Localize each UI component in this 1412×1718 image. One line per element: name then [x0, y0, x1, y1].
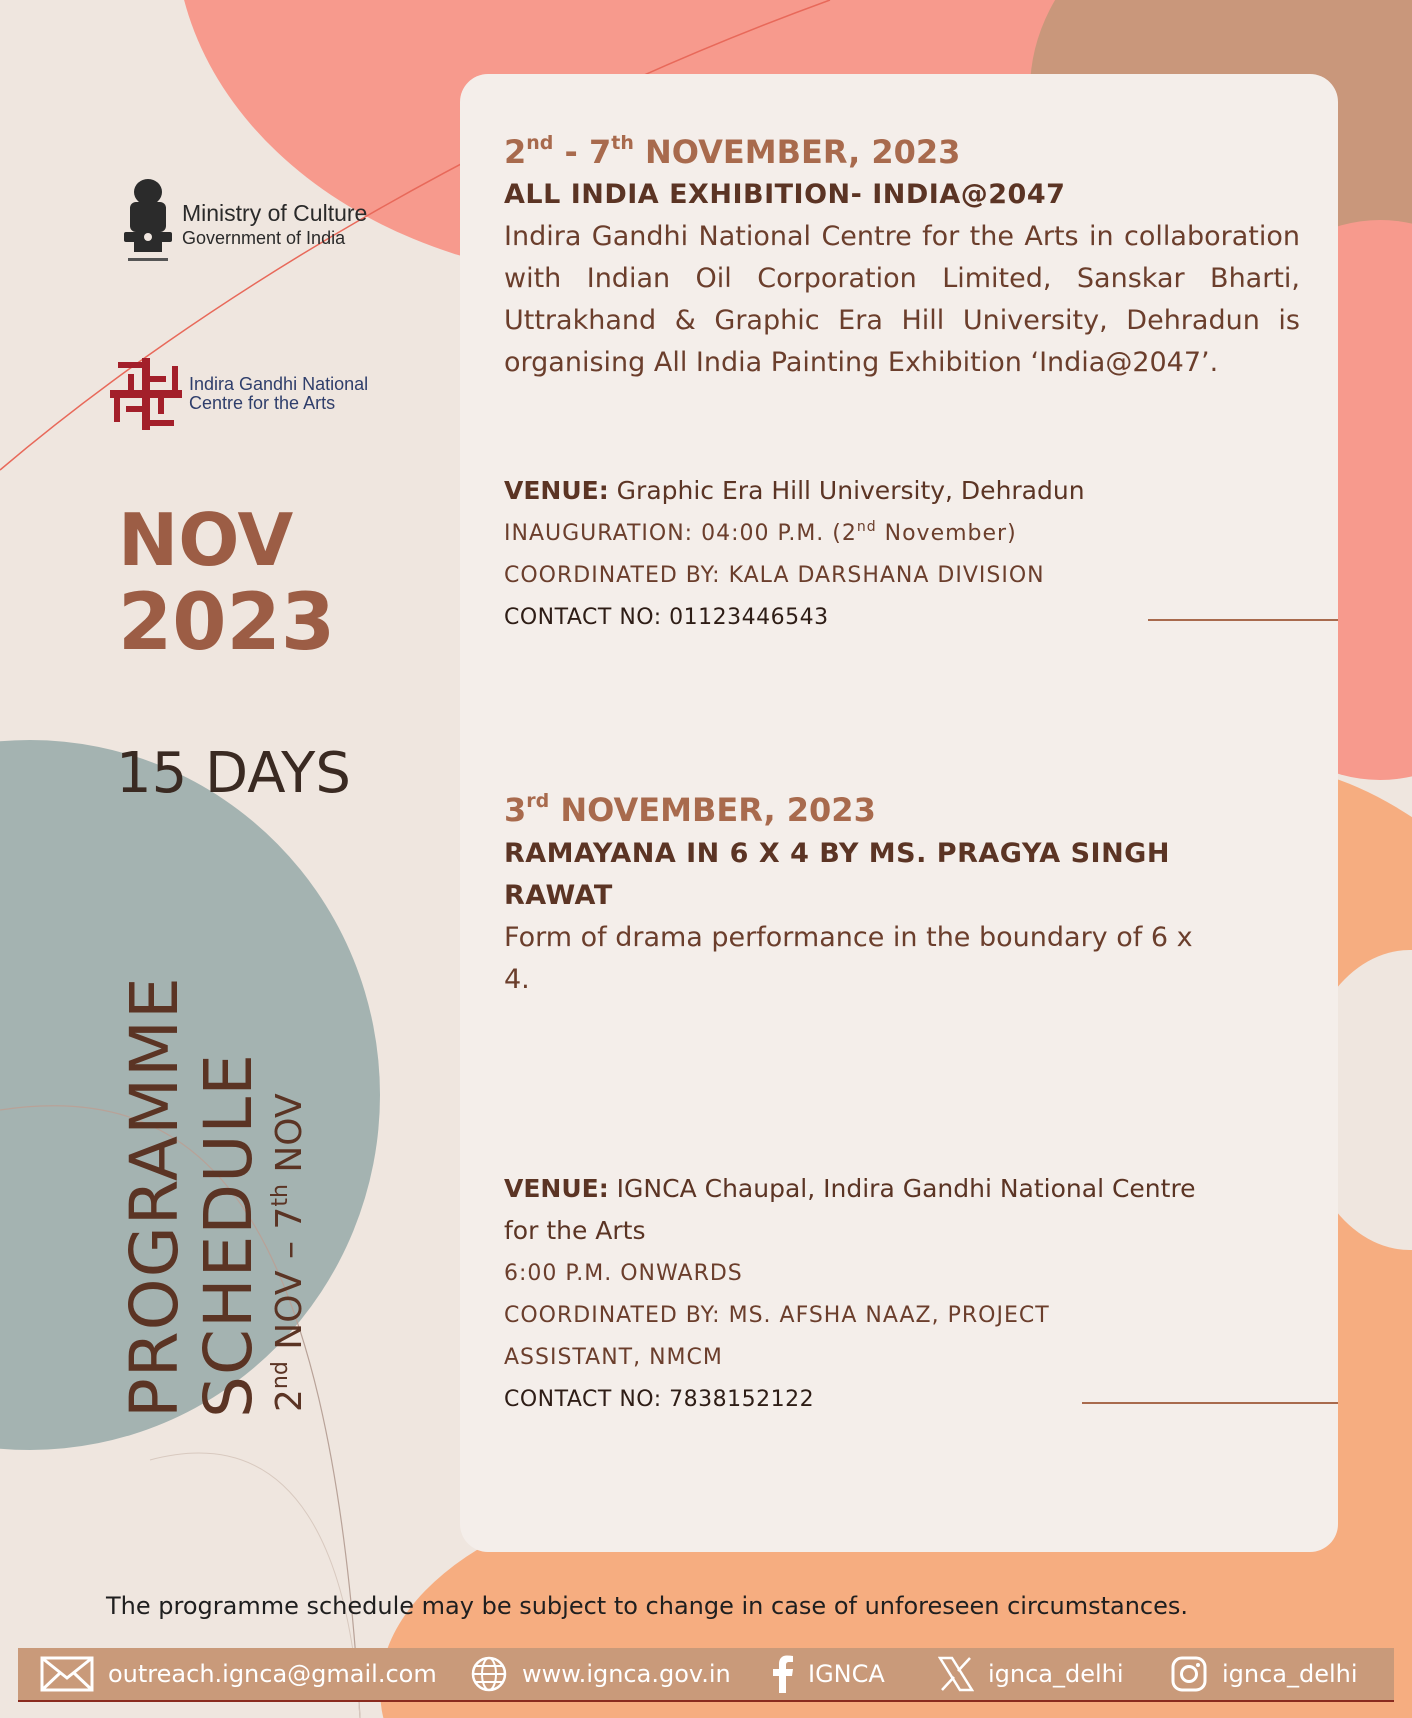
event-1-venue: VENUE: Graphic Era Hill University, Dehradun	[504, 476, 1085, 505]
divider-2	[1082, 1402, 1338, 1404]
footer-facebook[interactable]	[772, 1648, 885, 1700]
date-range: 2nd NOV – 7th NOV	[268, 1093, 310, 1412]
event-2-description: Form of drama performance in the boundary of 6 x 4.	[504, 922, 1193, 995]
ignca-logo-icon	[110, 358, 182, 430]
footer-website[interactable]	[470, 1648, 731, 1700]
event-2-title: RAMAYANA IN 6 X 4 BY MS. PRAGYA SINGH RAWAT	[504, 838, 1170, 911]
facebook-icon	[772, 1655, 794, 1693]
footer-bar	[18, 1648, 1394, 1702]
instagram-icon	[1170, 1655, 1208, 1693]
x-logo-icon	[938, 1656, 974, 1692]
duration-label: 15 DAYS	[116, 741, 351, 806]
event-1-coordinator: COORDINATED BY: KALA DARSHANA DIVISION	[504, 563, 1045, 588]
event-1-date: 2nd - 7th NOVEMBER, 2023	[504, 132, 961, 171]
mail-icon	[40, 1656, 94, 1692]
ministry-line-2: Government of India	[182, 228, 346, 248]
ignca-line-2: Centre for the Arts	[189, 393, 336, 413]
footer-facebook-text: IGNCA	[808, 1660, 885, 1688]
event-1-contact: CONTACT NO: 01123446543	[504, 605, 829, 630]
heading-programme: PROGRAMME	[116, 976, 193, 1418]
footer-email-text: outreach.ignca@gmail.com	[108, 1660, 437, 1688]
heading-schedule: SCHEDULE	[190, 1053, 267, 1418]
footer-instagram-text: ignca_delhi	[1222, 1660, 1358, 1688]
event-2-time: 6:00 P.M. ONWARDS	[504, 1261, 743, 1286]
footer-x[interactable]	[938, 1648, 1124, 1700]
footer-instagram[interactable]	[1170, 1648, 1358, 1700]
month-label: NOV	[118, 498, 294, 582]
event-2-contact: CONTACT NO: 7838152122	[504, 1387, 815, 1412]
divider-1	[1148, 619, 1338, 621]
event-1-title: ALL INDIA EXHIBITION- INDIA@2047	[504, 179, 1066, 210]
year-label: 2023	[118, 578, 336, 668]
event-1-time: INAUGURATION: 04:00 P.M. (2nd November)	[504, 519, 1017, 546]
disclaimer: The programme schedule may be subject to change in case of unforeseen circumstances.	[106, 1592, 1189, 1620]
footer-email[interactable]	[40, 1648, 437, 1700]
ashoka-emblem-icon	[118, 176, 178, 268]
globe-icon	[470, 1655, 508, 1693]
event-2-date: 3rd NOVEMBER, 2023	[504, 790, 876, 829]
ministry-line-1: Ministry of Culture	[182, 200, 368, 226]
event-2-venue: VENUE: IGNCA Chaupal, Indira Gandhi National Centre for the Arts	[504, 1174, 1204, 1245]
footer-x-text: ignca_delhi	[988, 1660, 1124, 1688]
ignca-line-1: Indira Gandhi National	[189, 374, 369, 394]
event-1-description: Indira Gandhi National Centre for the Arts in collaboration with Indian Oil Corporation Limited, Sanskar Bharti, Uttrakhand & Graphic Era Hill University, Dehradun is organising All India Painting Exhibition ‘India@2047’.	[504, 221, 1300, 378]
event-2-coordinator: COORDINATED BY: MS. AFSHA NAAZ, PROJECT ASSISTANT, NMCM	[504, 1303, 1050, 1370]
footer-website-text: www.ignca.gov.in	[522, 1660, 731, 1688]
